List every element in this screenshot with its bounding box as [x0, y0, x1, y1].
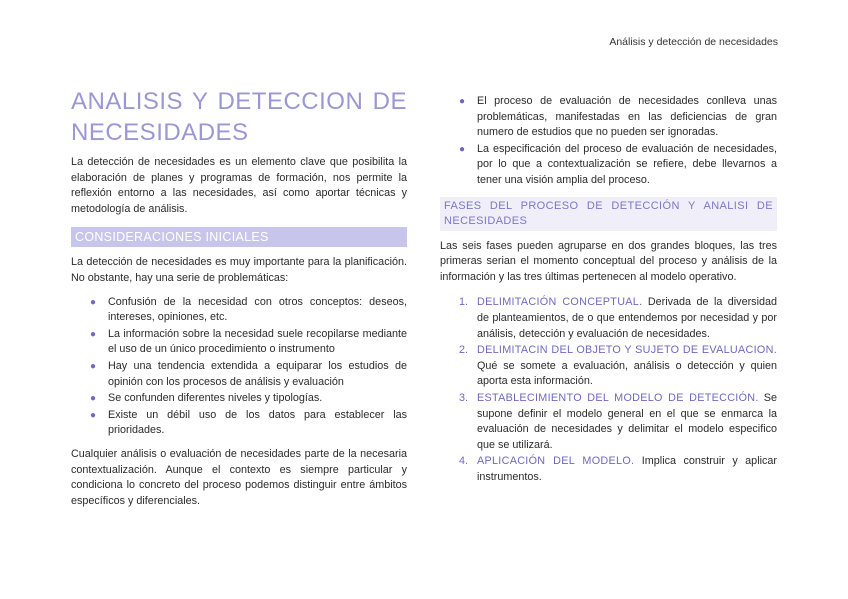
step-text: Se supone definir el modelo general en el que se enmarca la evaluación de necesidades y delimitar el modelo especifico que se utilizará. [477, 391, 777, 451]
list-item [459, 295, 777, 342]
list-item: ● La especificación del proceso de evaluación de necesidades, por lo que a contextualización se refiere, debe llevarnos a tener una visión amplia del proceso. [459, 142, 777, 186]
list-item [459, 454, 777, 485]
step-text: Qué se somete a evaluación, análisis o detección y quien aporta esta información. [477, 359, 777, 388]
bullet-icon: ● [90, 360, 97, 372]
step-number: 1. [459, 296, 469, 309]
section-intro-paragraph: La detección de necesidades es muy importante para la planificación. No obstante, hay una serie de problemáticas: [71, 256, 407, 284]
bullet-icon: ● [90, 409, 97, 421]
step-title: APLICACIÓN DEL MODELO. [477, 455, 635, 468]
step-text: Derivada de la diversidad de planteamientos, de o que entendemos por necesidad y por análisis, detección y evaluación de necesidades. [477, 296, 777, 340]
intro-paragraph: La detección de necesidades es un elemento clave que posibilita la elaboración de planes y programas de formación, nos permite la reflexión entorno a las necesidades, así como aportar técnicas y metodología de análisis. [71, 156, 407, 215]
list-item: ● Se confunden diferentes niveles y tipologías. [108, 391, 407, 407]
closing-paragraph: Cualquier análisis o evaluación de necesidades parte de la necesaria contextualización. Aunque el contexto es siempre particular y condiciona lo concreto del proceso podemos distinguir entre ámbitos específicos y diferenciales. [71, 447, 407, 507]
left-column [71, 86, 407, 509]
list-item [459, 343, 777, 390]
fases-intro-paragraph: Las seis fases pueden agruparse en dos grandes bloques, las tres primeras serian el momento conceptual del proceso y análisis de la información y las tres últimas pertenecen al modelo operativo. [440, 239, 777, 283]
section-heading-fases: FASES DEL PROCESO DE DETECCIÓN Y ANALISI DE NECESIDADES [440, 197, 777, 231]
process-notes-list [440, 94, 777, 189]
list-item: ● La información sobre la necesidad suele recopilarse mediante el uso de un único procedimiento o instrumento [90, 327, 407, 356]
phases-list [440, 295, 777, 485]
page-title: ANALISIS Y DETECCION DE NECESIDADES [71, 88, 407, 146]
list-item: ● El proceso de evaluación de necesidades conlleva unas problemáticas, manifestadas en las deficiencias de gran numero de estudios que no pueden ser ignoradas. [459, 95, 777, 139]
running-header: Análisis y detección de necesidades [609, 36, 778, 48]
step-number: 4. [459, 455, 469, 468]
step-title: DELIMITACIN DEL OBJETO Y SUJETO DE EVALUACION. [477, 344, 777, 357]
section-heading-consideraciones: CONSIDERACIONES INICIALES [71, 227, 407, 247]
bullet-icon: ● [90, 328, 97, 340]
step-number: 3. [459, 391, 469, 404]
list-item: ● Hay una tendencia extendida a equiparar los estudios de opinión con los procesos de análisis y evaluación [90, 359, 407, 388]
step-title: ESTABLECIMIENTO DEL MODELO DE DETECCIÓN. [477, 391, 759, 404]
list-item: ● Confusión de la necesidad con otros conceptos: deseos, intereses, opiniones, etc. [90, 295, 407, 324]
list-item: ● Existe un débil uso de los datos para establecer las prioridades. [90, 408, 407, 437]
step-number: 2. [459, 344, 469, 357]
bullet-icon: ● [459, 143, 466, 155]
problems-list [71, 295, 407, 439]
right-column [440, 86, 777, 486]
step-title: DELIMITACIÓN CONCEPTUAL. [477, 296, 643, 309]
list-item [459, 391, 777, 453]
step-text: Implica construir y aplicar instrumentos. [477, 455, 777, 483]
bullet-icon: ● [90, 393, 97, 405]
bullet-icon: ● [90, 296, 97, 308]
bullet-icon: ● [459, 96, 466, 107]
